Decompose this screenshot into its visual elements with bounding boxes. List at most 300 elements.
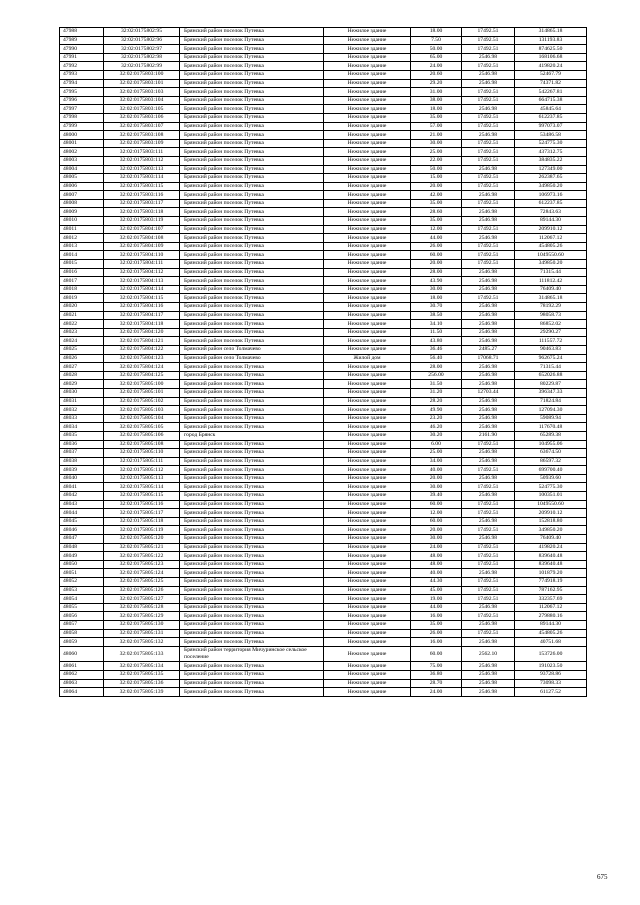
address-cell: Брянский район поселок Путевка: [180, 53, 324, 62]
row-number-cell: 47998: [60, 113, 104, 122]
specific-value-cell: 17492.51: [462, 586, 515, 595]
object-type-cell: Нежилое здание: [324, 165, 411, 174]
specific-value-cell: 17492.51: [462, 182, 515, 191]
row-number-cell: 48025: [60, 345, 104, 354]
cadastral-number-cell: 32:02:0175804:110: [104, 251, 180, 260]
specific-value-cell: 17492.51: [462, 578, 515, 587]
address-cell: Брянский район поселок Путевка: [180, 363, 324, 372]
cadastral-number-cell: 32:02:0175805:131: [104, 629, 180, 638]
specific-value-cell: 17492.51: [462, 148, 515, 157]
cadastral-number-cell: 32:02:0175805:101: [104, 388, 180, 397]
specific-value-cell: 2546.98: [462, 423, 515, 432]
address-cell: Брянский район поселок Путевка: [180, 182, 324, 191]
area-cell: 42.00: [411, 191, 462, 200]
specific-value-cell: 2546.98: [462, 208, 515, 217]
specific-value-cell: 17492.51: [462, 225, 515, 234]
area-cell: 30.00: [411, 535, 462, 544]
cadastral-value-cell: 153726.00: [515, 646, 587, 662]
row-number-cell: 48017: [60, 277, 104, 286]
cadastral-number-cell: 32:02:0175805:123: [104, 560, 180, 569]
table-row: [60, 36, 587, 45]
table-row: [60, 629, 587, 638]
cadastral-value-cell: 86597.32: [515, 457, 587, 466]
row-number-cell: 48052: [60, 578, 104, 587]
cadastral-value-cell: 612237.85: [515, 199, 587, 208]
specific-value-cell: 2546.98: [462, 105, 515, 114]
table-row: [60, 260, 587, 269]
object-type-cell: Нежилое здание: [324, 174, 411, 183]
specific-value-cell: 17492.51: [462, 251, 515, 260]
table-row: [60, 191, 587, 200]
table-row: [60, 679, 587, 688]
table-row: [60, 388, 587, 397]
area-cell: 256.00: [411, 371, 462, 380]
address-cell: Брянский район поселок Путевка: [180, 285, 324, 294]
specific-value-cell: 2546.98: [462, 457, 515, 466]
table-row: [60, 492, 587, 501]
cadastral-number-cell: 32:02:0175804:118: [104, 320, 180, 329]
cadastral-value-cell: 111812.42: [515, 277, 587, 286]
address-cell: Брянский район поселок Путевка: [180, 139, 324, 148]
cadastral-number-cell: 32:02:0175804:113: [104, 277, 180, 286]
cadastral-value-cell: 396347.33: [515, 388, 587, 397]
cadastral-number-cell: 32:02:0175803:100: [104, 70, 180, 79]
row-number-cell: 47997: [60, 105, 104, 114]
address-cell: Брянский район поселок Путевка: [180, 586, 324, 595]
row-number-cell: 48062: [60, 670, 104, 679]
specific-value-cell: 17492.51: [462, 629, 515, 638]
area-cell: 12.00: [411, 509, 462, 518]
area-cell: 34.10: [411, 320, 462, 329]
area-cell: 38.00: [411, 96, 462, 105]
row-number-cell: 48007: [60, 191, 104, 200]
row-number-cell: 48053: [60, 586, 104, 595]
address-cell: Брянский район поселок Путевка: [180, 156, 324, 165]
object-type-cell: Нежилое здание: [324, 285, 411, 294]
cadastral-number-cell: 32:02:0175805:104: [104, 414, 180, 423]
object-type-cell: Нежилое здание: [324, 45, 411, 54]
row-number-cell: 48059: [60, 638, 104, 647]
area-cell: 18.00: [411, 294, 462, 303]
specific-value-cell: 17492.51: [462, 509, 515, 518]
area-cell: 11.50: [411, 328, 462, 337]
row-number-cell: 48019: [60, 294, 104, 303]
row-number-cell: 48054: [60, 595, 104, 604]
object-type-cell: Нежилое здание: [324, 113, 411, 122]
area-cell: 24.00: [411, 543, 462, 552]
area-cell: 20.00: [411, 182, 462, 191]
area-cell: 6.00: [411, 440, 462, 449]
row-number-cell: 48008: [60, 199, 104, 208]
cadastral-value-cell: 50939.60: [515, 474, 587, 483]
specific-value-cell: 17492.51: [462, 440, 515, 449]
address-cell: Брянский район поселок Путевка: [180, 603, 324, 612]
cadastral-value-cell: 29290.27: [515, 328, 587, 337]
object-type-cell: Нежилое здание: [324, 569, 411, 578]
table-row: [60, 612, 587, 621]
specific-value-cell: 17492.51: [462, 174, 515, 183]
table-row: [60, 569, 587, 578]
specific-value-cell: 17492.51: [462, 612, 515, 621]
specific-value-cell: 2546.98: [462, 131, 515, 140]
row-number-cell: 48003: [60, 156, 104, 165]
row-number-cell: 48030: [60, 388, 104, 397]
address-cell: Брянский район поселок Путевка: [180, 517, 324, 526]
cadastral-number-cell: 32:02:0175804:124: [104, 363, 180, 372]
address-cell: Брянский район поселок Путевка: [180, 320, 324, 329]
row-number-cell: 47992: [60, 62, 104, 71]
area-cell: 25.00: [411, 148, 462, 157]
address-cell: Брянский район поселок Путевка: [180, 96, 324, 105]
specific-value-cell: 2546.98: [462, 670, 515, 679]
address-cell: Брянский район поселок Путевка: [180, 79, 324, 88]
area-cell: 35.00: [411, 217, 462, 226]
row-number-cell: 48046: [60, 526, 104, 535]
object-type-cell: Нежилое здание: [324, 414, 411, 423]
address-cell: город Брянск: [180, 431, 324, 440]
table-row: [60, 131, 587, 140]
cadastral-number-cell: 32:02:0175805:135: [104, 670, 180, 679]
area-cell: 23.20: [411, 414, 462, 423]
cadastral-value-cell: 839640.48: [515, 552, 587, 561]
object-type-cell: Нежилое здание: [324, 552, 411, 561]
object-type-cell: Нежилое здание: [324, 251, 411, 260]
row-number-cell: 47988: [60, 28, 104, 37]
address-cell: Брянский район поселок Путевка: [180, 337, 324, 346]
area-cell: 40.00: [411, 466, 462, 475]
table-row: [60, 62, 587, 71]
cadastral-value-cell: 314865.18: [515, 28, 587, 37]
row-number-cell: 48040: [60, 474, 104, 483]
address-cell: Брянский район село Толмачево: [180, 354, 324, 363]
cadastral-number-cell: 32:02:0175805:102: [104, 397, 180, 406]
row-number-cell: 48032: [60, 406, 104, 415]
row-number-cell: 48029: [60, 380, 104, 389]
row-number-cell: 48018: [60, 285, 104, 294]
address-cell: Брянский район поселок Путевка: [180, 474, 324, 483]
table-row: [60, 285, 587, 294]
specific-value-cell: 17492.51: [462, 560, 515, 569]
object-type-cell: Нежилое здание: [324, 96, 411, 105]
row-number-cell: 48022: [60, 320, 104, 329]
area-cell: 16.00: [411, 638, 462, 647]
cadastral-number-cell: 32:02:0175805:118: [104, 517, 180, 526]
row-number-cell: 47990: [60, 45, 104, 54]
area-cell: 30.70: [411, 303, 462, 312]
address-cell: Брянский район поселок Путевка: [180, 560, 324, 569]
cadastral-number-cell: 32:02:0175805:129: [104, 612, 180, 621]
area-cell: 28.00: [411, 363, 462, 372]
specific-value-cell: 2546.98: [462, 620, 515, 629]
area-cell: 46.20: [411, 423, 462, 432]
cadastral-value-cell: 73098.33: [515, 679, 587, 688]
area-cell: 31.50: [411, 380, 462, 389]
cadastral-number-cell: 32:02:0175805:110: [104, 449, 180, 458]
row-number-cell: 48042: [60, 492, 104, 501]
address-cell: Брянский район поселок Путевка: [180, 388, 324, 397]
table-row: [60, 311, 587, 320]
cadastral-value-cell: 76409.40: [515, 535, 587, 544]
table-row: [60, 423, 587, 432]
cadastral-number-cell: 32:02:0175803:111: [104, 148, 180, 157]
cadastral-value-cell: 71824.84: [515, 397, 587, 406]
object-type-cell: Нежилое здание: [324, 603, 411, 612]
cadastral-value-cell: 86852.02: [515, 320, 587, 329]
table-row: [60, 483, 587, 492]
area-cell: 30.00: [411, 483, 462, 492]
specific-value-cell: 2546.98: [462, 277, 515, 286]
row-number-cell: 48012: [60, 234, 104, 243]
table-row: [60, 320, 587, 329]
area-cell: 56.40: [411, 354, 462, 363]
cadastral-value-cell: 53486.58: [515, 131, 587, 140]
specific-value-cell: 2546.98: [462, 234, 515, 243]
address-cell: Брянский район поселок Путевка: [180, 131, 324, 140]
specific-value-cell: 17492.51: [462, 294, 515, 303]
table-row: [60, 88, 587, 97]
row-number-cell: 47989: [60, 36, 104, 45]
row-number-cell: 48036: [60, 440, 104, 449]
object-type-cell: Нежилое здание: [324, 28, 411, 37]
area-cell: 35.00: [411, 113, 462, 122]
row-number-cell: 48044: [60, 509, 104, 518]
cadastral-value-cell: 1049550.60: [515, 500, 587, 509]
area-cell: 22.00: [411, 156, 462, 165]
cadastral-value-table: [59, 27, 587, 697]
area-cell: 50.00: [411, 45, 462, 54]
object-type-cell: Нежилое здание: [324, 105, 411, 114]
cadastral-value-cell: 209910.12: [515, 509, 587, 518]
area-cell: 36.46: [411, 345, 462, 354]
address-cell: Брянский район поселок Путевка: [180, 543, 324, 552]
table-row: [60, 79, 587, 88]
table-row: [60, 165, 587, 174]
table-row: [60, 431, 587, 440]
cadastral-value-cell: 419820.24: [515, 543, 587, 552]
table-row: [60, 406, 587, 415]
cadastral-number-cell: 32:02:0175805:122: [104, 552, 180, 561]
area-cell: 16.00: [411, 612, 462, 621]
object-type-cell: Нежилое здание: [324, 225, 411, 234]
cadastral-value-cell: 106973.16: [515, 191, 587, 200]
cadastral-number-cell: 32:02:0175803:116: [104, 191, 180, 200]
address-cell: Брянский район поселок Путевка: [180, 122, 324, 131]
area-cell: 28.00: [411, 268, 462, 277]
cadastral-number-cell: 32:02:0175805:112: [104, 466, 180, 475]
cadastral-value-cell: 71315.44: [515, 268, 587, 277]
cadastral-value-cell: 997073.07: [515, 122, 587, 131]
object-type-cell: Нежилое здание: [324, 208, 411, 217]
specific-value-cell: 17492.51: [462, 466, 515, 475]
table-row: [60, 174, 587, 183]
object-type-cell: Нежилое здание: [324, 620, 411, 629]
object-type-cell: Нежилое здание: [324, 320, 411, 329]
specific-value-cell: 2546.98: [462, 337, 515, 346]
table-row: [60, 560, 587, 569]
address-cell: Брянский район поселок Путевка: [180, 620, 324, 629]
specific-value-cell: 2546.98: [462, 371, 515, 380]
area-cell: 26.00: [411, 629, 462, 638]
area-cell: 34.00: [411, 457, 462, 466]
cadastral-value-cell: 454805.26: [515, 629, 587, 638]
object-type-cell: Нежилое здание: [324, 156, 411, 165]
cadastral-number-cell: 32:02:0175804:116: [104, 303, 180, 312]
table-row: [60, 139, 587, 148]
area-cell: 45.00: [411, 586, 462, 595]
cadastral-value-cell: 71315.44: [515, 363, 587, 372]
cadastral-value-cell: 454805.26: [515, 242, 587, 251]
table-row: [60, 517, 587, 526]
object-type-cell: Нежилое здание: [324, 586, 411, 595]
cadastral-number-cell: 32:02:0175804:109: [104, 242, 180, 251]
row-number-cell: 48024: [60, 337, 104, 346]
row-number-cell: 48050: [60, 560, 104, 569]
specific-value-cell: 17068.71: [462, 354, 515, 363]
specific-value-cell: 2546.98: [462, 603, 515, 612]
cadastral-value-cell: 524775.30: [515, 483, 587, 492]
table-row: [60, 595, 587, 604]
object-type-cell: Нежилое здание: [324, 303, 411, 312]
cadastral-value-cell: 1049550.60: [515, 251, 587, 260]
address-cell: Брянский район поселок Путевка: [180, 483, 324, 492]
address-cell: Брянский район поселок Путевка: [180, 638, 324, 647]
table-row: [60, 474, 587, 483]
cadastral-value-cell: 127349.00: [515, 165, 587, 174]
cadastral-number-cell: 32:02:0175805:108: [104, 440, 180, 449]
object-type-cell: Нежилое здание: [324, 457, 411, 466]
cadastral-value-cell: 664715.38: [515, 96, 587, 105]
cadastral-value-cell: 111557.72: [515, 337, 587, 346]
row-number-cell: 48043: [60, 500, 104, 509]
table-body: [60, 28, 587, 697]
row-number-cell: 48063: [60, 679, 104, 688]
cadastral-value-cell: 314865.18: [515, 294, 587, 303]
object-type-cell: Нежилое здание: [324, 328, 411, 337]
row-number-cell: 48060: [60, 646, 104, 662]
object-type-cell: Нежилое здание: [324, 88, 411, 97]
cadastral-number-cell: 32:02:0175805:121: [104, 543, 180, 552]
address-cell: Брянский район поселок Путевка: [180, 670, 324, 679]
cadastral-value-cell: 52467.79: [515, 70, 587, 79]
table-row: [60, 28, 587, 37]
object-type-cell: Нежилое здание: [324, 560, 411, 569]
object-type-cell: Нежилое здание: [324, 688, 411, 697]
cadastral-value-cell: 112067.12: [515, 234, 587, 243]
cadastral-number-cell: 32:02:0175804:107: [104, 225, 180, 234]
cadastral-number-cell: 32:02:0175802:98: [104, 53, 180, 62]
table-row: [60, 688, 587, 697]
table-row: [60, 234, 587, 243]
address-cell: Брянский район поселок Путевка: [180, 277, 324, 286]
object-type-cell: Нежилое здание: [324, 191, 411, 200]
cadastral-value-cell: 384835.22: [515, 156, 587, 165]
address-cell: Брянский район поселок Путевка: [180, 311, 324, 320]
area-cell: 29.20: [411, 79, 462, 88]
table-row: [60, 457, 587, 466]
address-cell: Брянский район поселок Путевка: [180, 242, 324, 251]
specific-value-cell: 2546.98: [462, 679, 515, 688]
specific-value-cell: 2546.98: [462, 662, 515, 671]
row-number-cell: 48056: [60, 612, 104, 621]
cadastral-value-cell: 45845.64: [515, 105, 587, 114]
address-cell: Брянский район поселок Путевка: [180, 688, 324, 697]
cadastral-value-cell: 127094.30: [515, 406, 587, 415]
table-row: [60, 603, 587, 612]
specific-value-cell: 17492.51: [462, 139, 515, 148]
table-row: [60, 45, 587, 54]
table-row: [60, 156, 587, 165]
cadastral-value-cell: 524775.30: [515, 139, 587, 148]
specific-value-cell: 2546.98: [462, 79, 515, 88]
object-type-cell: Нежилое здание: [324, 62, 411, 71]
specific-value-cell: 2546.98: [462, 638, 515, 647]
table-row: [60, 662, 587, 671]
area-cell: 65.00: [411, 53, 462, 62]
object-type-cell: Нежилое здание: [324, 53, 411, 62]
cadastral-number-cell: 32:02:0175803:109: [104, 139, 180, 148]
cadastral-number-cell: 32:02:0175805:132: [104, 638, 180, 647]
specific-value-cell: 17492.51: [462, 122, 515, 131]
table-row: [60, 578, 587, 587]
address-cell: Брянский район поселок Путевка: [180, 45, 324, 54]
address-cell: Брянский район поселок Путевка: [180, 526, 324, 535]
table-row: [60, 251, 587, 260]
object-type-cell: Нежилое здание: [324, 449, 411, 458]
table-row: [60, 182, 587, 191]
area-cell: 7.50: [411, 36, 462, 45]
cadastral-number-cell: 32:02:0175805:134: [104, 662, 180, 671]
row-number-cell: 48026: [60, 354, 104, 363]
cadastral-number-cell: 32:02:0175804:121: [104, 337, 180, 346]
address-cell: Брянский район поселок Путевка: [180, 612, 324, 621]
area-cell: 57.00: [411, 122, 462, 131]
table-row: [60, 449, 587, 458]
specific-value-cell: 2546.98: [462, 285, 515, 294]
area-cell: 30.00: [411, 285, 462, 294]
area-cell: 35.00: [411, 620, 462, 629]
table-row: [60, 294, 587, 303]
address-cell: Брянский район поселок Путевка: [180, 552, 324, 561]
object-type-cell: Нежилое здание: [324, 182, 411, 191]
table-row: [60, 113, 587, 122]
area-cell: 20.00: [411, 260, 462, 269]
cadastral-number-cell: 32:02:0175805:111: [104, 457, 180, 466]
object-type-cell: Нежилое здание: [324, 535, 411, 544]
row-number-cell: 48014: [60, 251, 104, 260]
area-cell: 31.00: [411, 88, 462, 97]
cadastral-number-cell: 32:02:0175805:117: [104, 509, 180, 518]
specific-value-cell: 2546.98: [462, 53, 515, 62]
cadastral-number-cell: 32:02:0175803:113: [104, 165, 180, 174]
cadastral-number-cell: 32:02:0175805:139: [104, 688, 180, 697]
cadastral-number-cell: 32:02:0175804:114: [104, 285, 180, 294]
area-cell: 19.00: [411, 595, 462, 604]
row-number-cell: 48010: [60, 217, 104, 226]
area-cell: 60.00: [411, 500, 462, 509]
area-cell: 28.70: [411, 679, 462, 688]
row-number-cell: 48034: [60, 423, 104, 432]
object-type-cell: Нежилое здание: [324, 139, 411, 148]
object-type-cell: Нежилое здание: [324, 638, 411, 647]
table-row: [60, 466, 587, 475]
specific-value-cell: 17492.51: [462, 96, 515, 105]
table-row: [60, 70, 587, 79]
table-row: [60, 535, 587, 544]
specific-value-cell: 17492.51: [462, 88, 515, 97]
cadastral-value-cell: 112067.12: [515, 603, 587, 612]
address-cell: Брянский район поселок Путевка: [180, 440, 324, 449]
address-cell: Брянский район поселок Путевка: [180, 268, 324, 277]
